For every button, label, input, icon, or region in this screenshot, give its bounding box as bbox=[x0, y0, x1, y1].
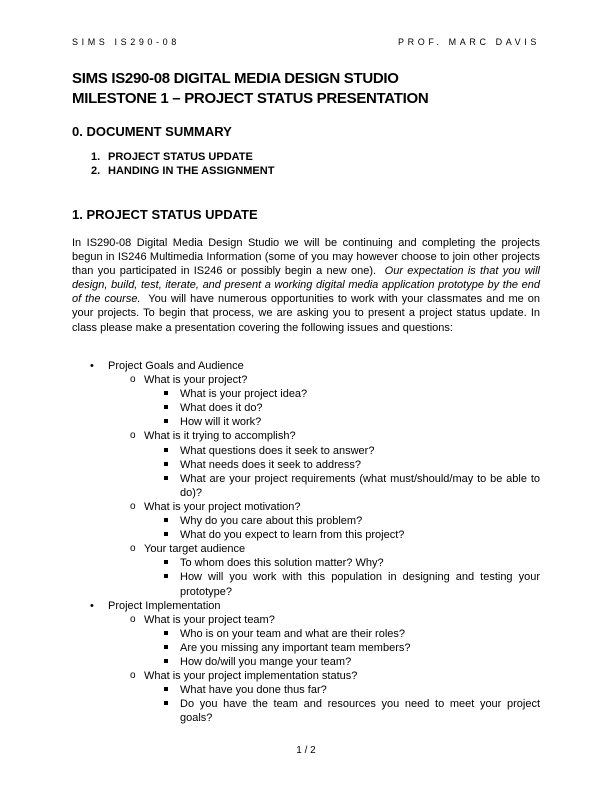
running-header-author: PROF. MARC DAVIS bbox=[398, 37, 540, 47]
outline-question-label: What is your project? bbox=[144, 374, 248, 387]
running-header-course: SIMS IS290-08 bbox=[72, 37, 180, 47]
outline-subquestion: What do you expect to learn from this project? bbox=[144, 528, 540, 542]
summary-item-number: 2. bbox=[91, 165, 101, 177]
outline-subquestion: Why do you care about this problem? bbox=[144, 514, 540, 528]
page-number: 1 / 2 bbox=[296, 745, 316, 756]
outline-question-label: What is your project implementation status? bbox=[144, 670, 358, 683]
section-heading-status-update: 1. PROJECT STATUS UPDATE bbox=[72, 207, 258, 222]
outline-subquestion: What needs does it seek to address? bbox=[144, 458, 540, 472]
summary-item bbox=[91, 151, 253, 163]
outline-subquestion: How will it work? bbox=[144, 415, 540, 429]
outline-subquestion: Who is on your team and what are their roles? bbox=[144, 627, 540, 641]
intro-text: In IS290-08 Digital Media Design Studio we will be continuing and completing the projects begun in IS246 Multimedia Information (some of you may however choose to join other projects than you participated in IS246 or possibly begin a new one). bbox=[72, 237, 540, 278]
outline-question bbox=[108, 613, 540, 669]
outline-topic bbox=[72, 359, 540, 599]
document-title-line-2: MILESTONE 1 – PROJECT STATUS PRESENTATION bbox=[72, 90, 429, 107]
summary-item bbox=[91, 165, 274, 177]
intro-text-continued: You will have numerous opportunities to work with your classmates and me on your projects. To begin that process, we are asking you to present a project status update. In class please make a presentation covering the following issues and questions: bbox=[72, 293, 540, 334]
outline-topic-label: Project Implementation bbox=[108, 599, 221, 612]
outline-subquestion: How will you work with this population in designing and testing your prototype? bbox=[144, 570, 540, 598]
outline-subquestion: Do you have the team and resources you need to meet your project goals? bbox=[144, 697, 540, 725]
question-outline bbox=[72, 359, 540, 725]
outline-subquestion: What have you done thus far? bbox=[144, 683, 540, 697]
summary-item-text: HANDING IN THE ASSIGNMENT bbox=[108, 165, 275, 177]
outline-question bbox=[108, 669, 540, 725]
outline-topic bbox=[72, 599, 540, 726]
outline-question-label: Your target audience bbox=[144, 543, 246, 556]
outline-question-label: What is your project motivation? bbox=[144, 500, 301, 513]
intro-emphasis: Our expectation is that you will design, build, test, iterate, and present a working digital media application prototype by the end of the course. bbox=[72, 265, 540, 306]
outline-subquestion: What does it do? bbox=[144, 401, 540, 415]
document-title-line-1: SIMS IS290-08 DIGITAL MEDIA DESIGN STUDIO bbox=[72, 70, 399, 87]
summary-item-number: 1. bbox=[91, 151, 101, 163]
intro-paragraph bbox=[72, 236, 540, 335]
outline-subquestion: What questions does it seek to answer? bbox=[144, 444, 540, 458]
outline-question bbox=[108, 542, 540, 598]
outline-subquestion: What is your project idea? bbox=[144, 387, 540, 401]
outline-question-label: What is your project team? bbox=[144, 613, 275, 626]
outline-question bbox=[108, 373, 540, 429]
section-heading-summary: 0. DOCUMENT SUMMARY bbox=[72, 124, 232, 139]
outline-question bbox=[108, 500, 540, 542]
outline-subquestion: Are you missing any important team members? bbox=[144, 641, 540, 655]
summary-item-text: PROJECT STATUS UPDATE bbox=[108, 151, 253, 163]
outline-question bbox=[108, 429, 540, 499]
outline-subquestion: How do/will you mange your team? bbox=[144, 655, 540, 669]
outline-topic-label: Project Goals and Audience bbox=[108, 360, 244, 372]
outline-subquestion: To whom does this solution matter? Why? bbox=[144, 556, 540, 570]
outline-subquestion: What are your project requirements (what must/should/may to be able to do)? bbox=[144, 472, 540, 500]
outline-question-label: What is it trying to accomplish? bbox=[144, 430, 296, 443]
